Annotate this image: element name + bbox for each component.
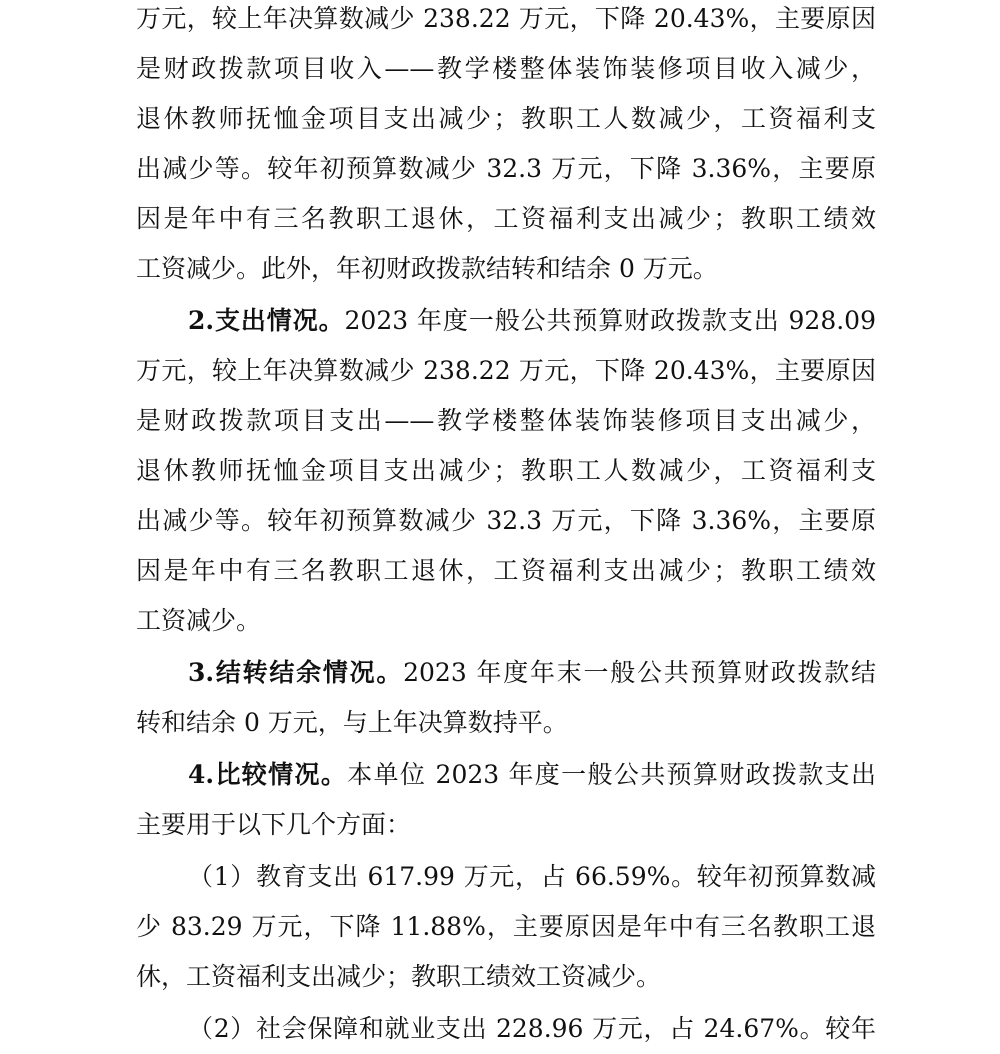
section-3-heading: 3.结转结余情况。 xyxy=(188,658,404,687)
text-line: 是财政拨款项目支出——教学楼整体装饰装修项目支出减少， xyxy=(136,406,876,435)
section-2-first-line xyxy=(188,296,876,346)
text-line: 主要用于以下几个方面： xyxy=(136,810,412,839)
section-4-heading: 4.比较情况。 xyxy=(188,760,348,789)
text-line: 出减少等。较年初预算数减少 32.3 万元，下降 3.36%，主要原 xyxy=(136,154,876,183)
text-line: 退休教师抚恤金项目支出减少；教职工人数减少，工资福利支 xyxy=(136,104,876,133)
text-line: 少 83.29 万元，下降 11.88%，主要原因是年中有三名教职工退 xyxy=(136,912,876,941)
text-line: 因是年中有三名教职工退休，工资福利支出减少；教职工绩效 xyxy=(136,556,876,585)
text-line: 是财政拨款项目收入——教学楼整体装饰装修项目收入减少， xyxy=(136,54,876,83)
text-line: 因是年中有三名教职工退休，工资福利支出减少；教职工绩效 xyxy=(136,204,876,233)
text-line: 休，工资福利支出减少；教职工绩效工资减少。 xyxy=(136,962,662,991)
item-2-first-line: （2）社会保障和就业支出 228.96 万元，占 24.67%。较年 xyxy=(188,1014,876,1043)
section-4-first-line xyxy=(188,750,876,800)
text-line: 转和结余 0 万元，与上年决算数持平。 xyxy=(136,708,568,737)
section-3-first-line xyxy=(188,648,876,698)
text-line: 工资减少。 xyxy=(136,606,262,635)
item-1-first-line: （1）教育支出 617.99 万元，占 66.59%。较年初预算数减 xyxy=(188,862,876,891)
text-line: 万元，较上年决算数减少 238.22 万元，下降 20.43%，主要原因 xyxy=(136,356,876,385)
text-span: 2023 年度年末一般公共预算财政拨款结 xyxy=(403,658,876,687)
text-line: 退休教师抚恤金项目支出减少；教职工人数减少，工资福利支 xyxy=(136,456,876,485)
text-line: 工资减少。此外，年初财政拨款结转和结余 0 万元。 xyxy=(136,254,718,283)
section-2-heading: 2.支出情况。 xyxy=(188,306,345,335)
text-span: 2023 年度一般公共预算财政拨款支出 928.09 xyxy=(344,306,876,335)
text-line: 出减少等。较年初预算数减少 32.3 万元，下降 3.36%，主要原 xyxy=(136,506,876,535)
text-span: 本单位 2023 年度一般公共预算财政拨款支出 xyxy=(347,760,876,789)
text-line: 万元，较上年决算数减少 238.22 万元，下降 20.43%，主要原因 xyxy=(136,4,876,33)
